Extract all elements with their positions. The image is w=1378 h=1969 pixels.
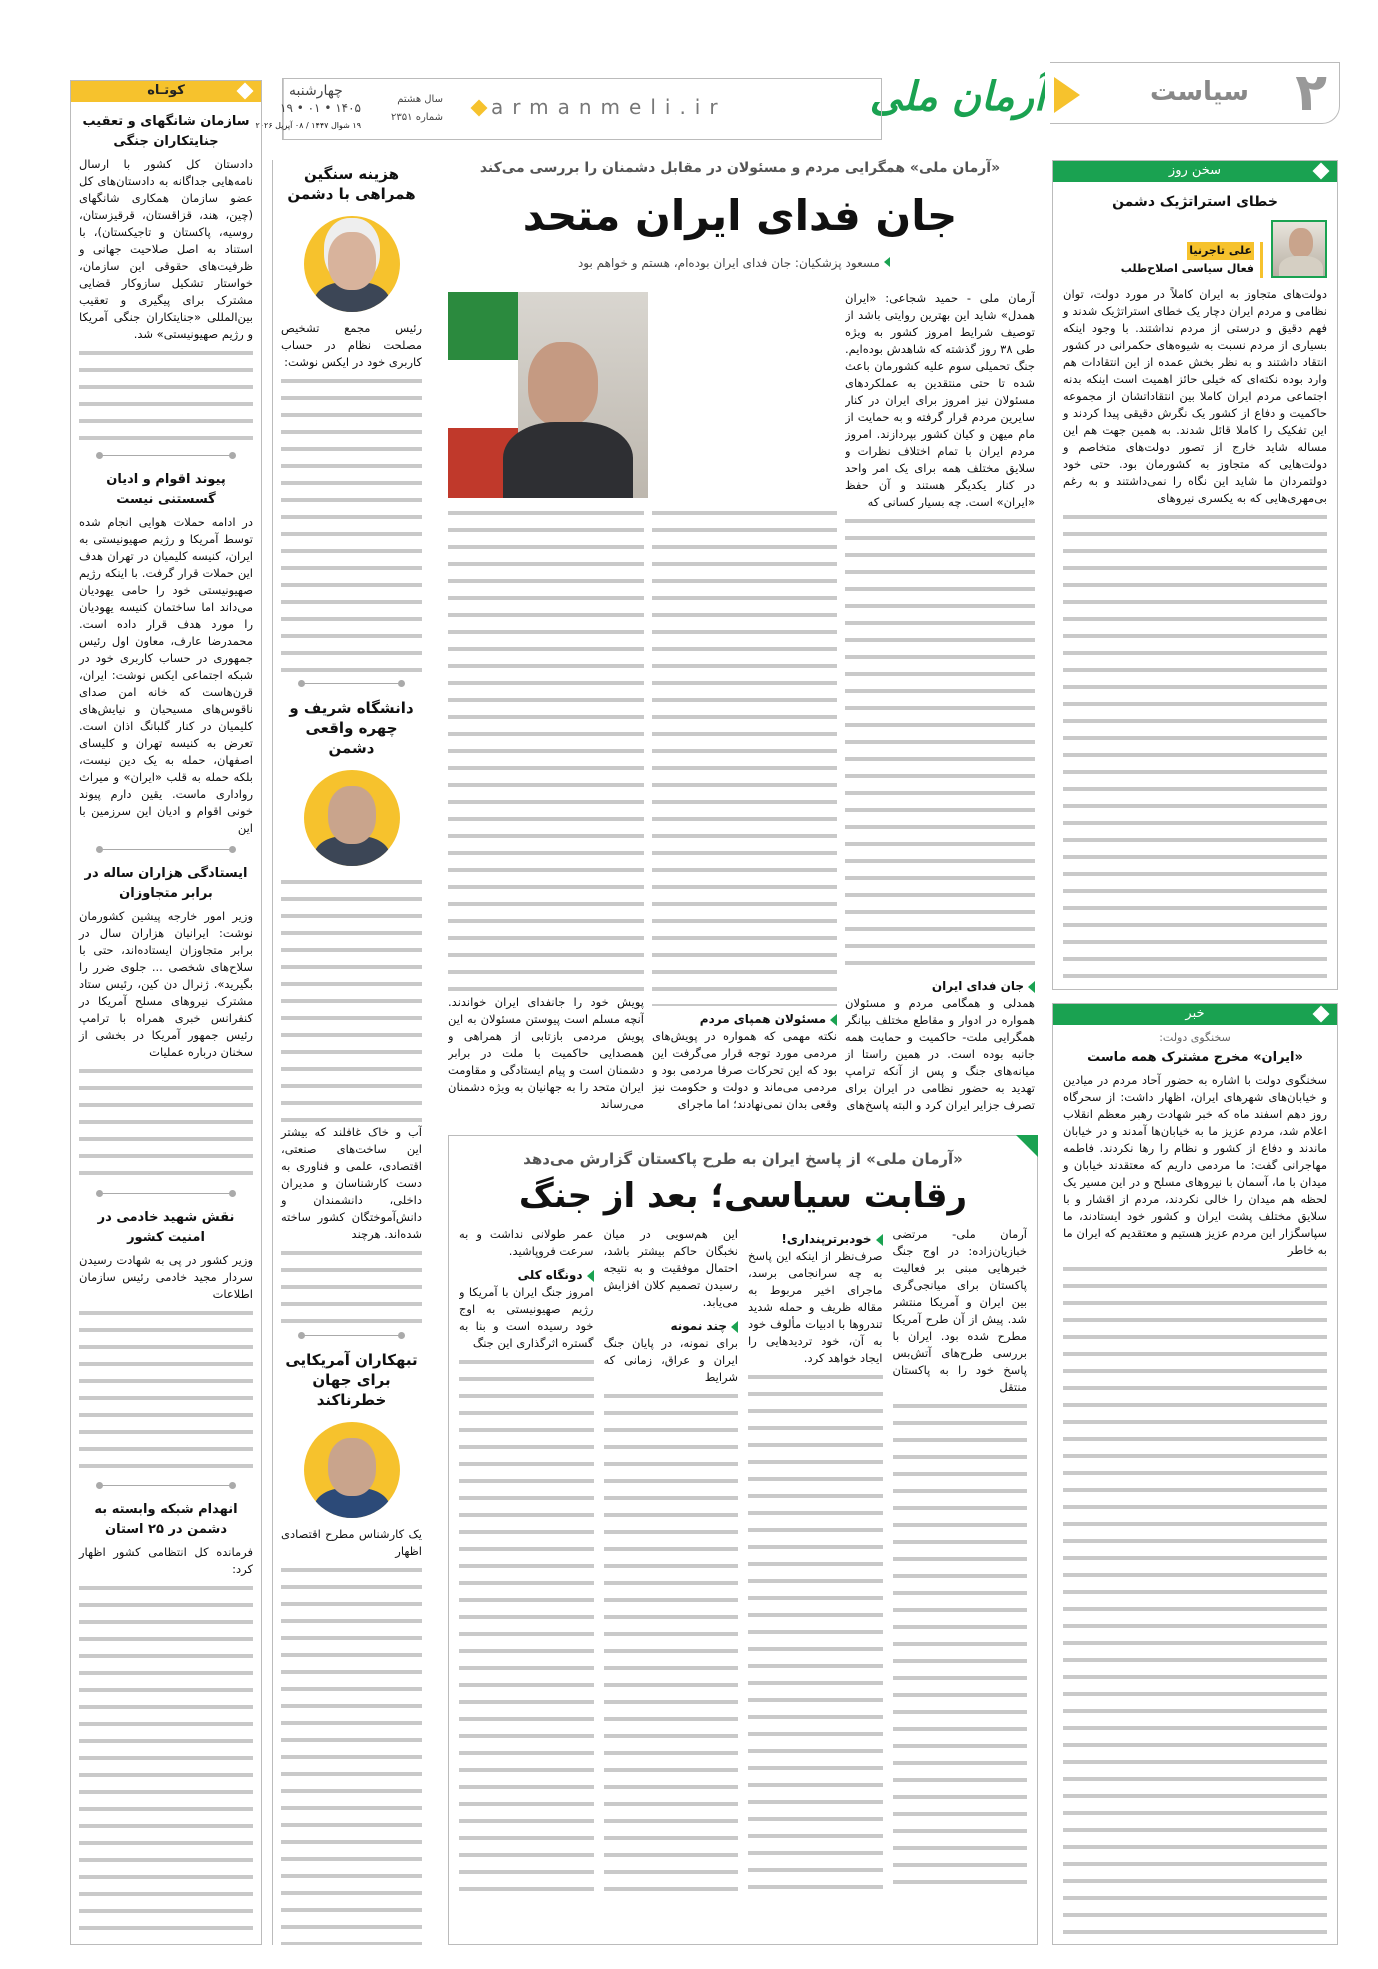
khabar-box	[1052, 1003, 1338, 1945]
date-block: چهارشنبه ۱۴۰۵ • ۰۱ • ۱۹ ۱۹ شوال ۱۴۴۷ / ۰۸ آپریل ۲۰۲۶	[255, 83, 361, 130]
section-header	[1050, 62, 1340, 124]
text-lines	[281, 373, 422, 673]
main-headline: جان فدای ایران متحد	[522, 191, 958, 240]
subhead: مسئولان همپای مردم	[652, 1012, 837, 1026]
text-lines	[845, 513, 1035, 973]
news-title: سازمان شانگهای و تعقیب جنایتکاران جنگی	[82, 114, 250, 149]
profile-photo	[304, 770, 400, 866]
text-lines	[459, 1354, 594, 1896]
diamond-icon	[471, 100, 488, 117]
news-body: در ادامه حملات هوایی انجام شده توسط آمریکا و رژیم صهیونیستی به ایران، کنیسه کلیمیان در تهران هدف این حملات قرار گرفت. با اینکه رژیم صهیونیستی خود را حامی یهودیان می‌داند اما ساختمان کنیسه یهودیان را مورد هدف قرار داده است. محمدرضا عارف، معاون اول رئیس جمهوری در حساب کاربری خود در شبکه اجتماعی ایکس نوشت: ایران، قرن‌هاست که خانه امن صدای ناقوس‌های مسیحیان و نیایش‌های کلیمیان در کنار گلبانگ اذان است. تعرض به کنیسه تهران و کلیسای اصفهان، حمله به یک دین نیست، بلکه حمله به قلب «ایران» و میراث رواداری ماست. یقین دارم پیوند خونی اقوام و ادیان این سرزمین با این	[79, 515, 253, 835]
news-body: وزیر کشور در پی به شهادت رسیدن سردار مجید خادمی رئیس سازمان اطلاعات	[79, 1253, 253, 1301]
text-lines	[281, 1245, 422, 1325]
sokhan-rooz-box	[1052, 160, 1338, 990]
text-lines	[652, 505, 837, 1006]
subhead: خودبرترپنداری!	[748, 1232, 883, 1246]
main-col-3	[448, 505, 644, 1115]
profile-body: رئیس مجمع تشخیص مصلحت نظام در حساب کاربری خود در ایکس نوشت:	[281, 321, 422, 369]
profile-photo	[304, 216, 400, 312]
author-role: فعال سیاسی اصلاح‌طلب	[1120, 262, 1254, 275]
khabar-title: «ایران» مخرج مشترک همه ماست	[1087, 1050, 1303, 1065]
paragraph: عمر طولانی نداشت و به سرعت فروپاشید.	[459, 1227, 594, 1258]
profile-body: یک کارشناس مطرح اقتصادی اظهار	[281, 1527, 422, 1558]
text-lines	[748, 1369, 883, 1896]
main-photo	[448, 292, 648, 498]
news-body: فرمانده کل انتظامی کشور اظهار کرد:	[79, 1545, 253, 1576]
news-body: دادستان کل کشور با ارسال نامه‌هایی جداگانه به دادستان‌های کل عضو سازمان همکاری شانگهای (چین، هند، قزاقستان، قرقیزستان، روسیه، پاکستان و تاجیکستان)، با استناد به اصل صلاحیت جهانی و ظرفیت‌های حقوقی این سازمان، خواستار تشکیل سازوکار قضایی مشترک برای پیگیری و تعقیب بین‌المللی «جنایتکاران جنگی آمریکا و رژیم صهیونیستی» شد.	[79, 157, 253, 341]
author-block	[1063, 220, 1327, 278]
text-lines	[281, 874, 422, 1124]
text-lines	[1063, 1261, 1327, 1936]
second-columns	[449, 1216, 1037, 1906]
subhead: چند نمونه	[604, 1319, 739, 1333]
profile-title: هزینه سنگین همراهی با دشمن	[287, 165, 416, 203]
profiles-column	[272, 160, 422, 1945]
second-kicker: «آرمان ملی» از پاسخ ایران به طرح پاکستان گزارش می‌دهد	[523, 1150, 963, 1168]
main-col-2	[652, 505, 837, 1115]
issue-info: سال هشتم شماره ۲۳۵۱	[391, 94, 443, 123]
text-lines	[79, 1580, 253, 1936]
text-lines	[79, 1305, 253, 1475]
paragraph: نکته مهمی که همواره در پویش‌های مردمی مورد توجه قرار می‌گرفت این بود که این تحرکات صرفا مردمی بود و مردمی می‌ماند و دولت و حکومت نیز وقعی بدان نمی‌نهادند؛ اما ماجرای	[652, 1029, 837, 1111]
text-lines	[893, 1398, 1028, 1896]
paragraph: صرف‌نظر از اینکه این پاسخ به چه سرانجامی برسد، ماجرای اخیر مربوط به مقاله ظریف و حمله شدید تندروها با ادبیات مألوف خود به آن، خود تردیدهایی را ایجاد خواهد کرد.	[748, 1249, 883, 1365]
text-lines	[448, 505, 644, 994]
page-number: ۲	[1295, 63, 1327, 123]
news-title: نقش شهید خادمی در امنیت کشور	[97, 1210, 235, 1245]
subhead: جان فدای ایران	[845, 979, 1035, 993]
news-title: ایستادگی هزاران ساله در برابر متجاوزان	[84, 866, 248, 901]
paragraph: امروز جنگ ایران با آمریکا و رژیم صهیونیستی به اوج خود رسیده است و بنا به گستره اثرگذاری این جنگ	[459, 1285, 594, 1350]
site-url[interactable]: armanmeli.ir	[473, 95, 727, 119]
logo: آرمان ملی	[870, 73, 1045, 120]
paragraph: پویش خود را جانفدای ایران خواندند. آنچه مسلم است پیوستن مسئولان به این پویش مردمی بازتابی از همراهی و همصدایی حاکمیت با ملت در برابر دشمنان است و پیام ایستادگی و مقاومت ایران متحد را به جهانیان به ویژه دشمنان می‌رساند	[448, 995, 644, 1111]
main-lead: آرمان ملی - حمید شجاعی: «ایران همدل» شاید این بهترین روایتی باشد از توصیف شرایط امروز کشور به ویژه طی ۳۸ روز گذشته که شاهدش بوده‌ایم. جنگ تحمیلی سوم علیه کشورمان باعث شده تا حتی منتقدین به عملکردهای مسئولان نیز امروز برای ایران در کنار سایرین مردم قرار گرفته و به حمایت از مام میهن و کیان کشور بپردازند. امروز مردم ایران با تمام اختلاف نظرات و سلایق مختلف همه برای یک امر واحد در کنار یکدیگر هستند و آن حفظ «ایران» است. چه بسیار کسانی که	[845, 291, 1035, 509]
section-title: سیاست	[1149, 77, 1249, 107]
author-photo	[1271, 220, 1327, 278]
author-name: علی تاجرنیا	[1187, 242, 1254, 260]
text-lines	[1063, 509, 1327, 981]
khabar-body: سخنگوی دولت با اشاره به حضور آحاد مردم در میادین و خیابان‌های شهرهای ایران، اظهار داشت: از سحرگاه روز دهم اسفند ماه که خبر شهادت رهبر معظم انقلاب اعلام شد، مردم عزیز ما به خیابان‌ها آمدند و در خیابان ماندند و دفاع از کشور و نظام را رها نکردند. فاطمه مهاجرانی گفت: ما مردمی داریم که معتقدند خیابان و میدان با ما، آسمان با نیروهای مسلح و در این مسیر یک لحظه هم میدان را خالی نکردند، مردم از اقشار و با سلایق مختلف پشت ایران و کشور خود ایستادند، ما سپاسگزار این مردم عزیز هستیم و معتقدیم که ایران ما به خاطر	[1063, 1073, 1327, 1257]
section-arrow-icon	[1054, 77, 1080, 113]
sokhan-label: سخن روز	[1053, 160, 1337, 182]
paragraph: این هم‌سویی در میان نخبگان حاکم بیشتر باشد، احتمال موفقیت و به نتیجه رسیدن تصمیم کلان افزایش می‌یابد.	[603, 1227, 738, 1309]
profile-body: آب و خاک غافلند که بیشتر این ساخت‌های صنعتی، اقتصادی، علمی و فناوری به دست کارشناسان و مدیران داخلی، دانشمندان و دانش‌آموختگان کشور ساخته شده‌اند. هرچند	[281, 1125, 422, 1241]
second-headline: رقابت سیاسی؛ بعد از جنگ	[518, 1176, 968, 1216]
sokhan-body: دولت‌های متجاوز به ایران کاملاً در مورد دولت، توان نظامی و مردم ایران دچار یک خطای استراتژیک شدند و فهم دقیق و درستی از مردم نداشتند. با وجود اینکه بسیاری از مردم نسبت به شیوه‌های حکمرانی در کشور انتقاد داشتند و به نظر بخش عمده از این انتقادات هم وارد بوده نکته‌ای که خیلی حائز اهمیت است اینکه بدنه اجتماعی مردم ایران کاملا بین انتقاداتشان از مجموعه حاکمیت و دفاع از کشور یک نگرش دقیقی پیدا کردند و این تفکیک را کاملا قائل شدند. به همین جهت هم این مساله شاید خارج از تصور دولت‌های متخاصم و دولت‌هایی که متجاوز به کشورمان بود. حتی خود دولتمردان ما شاید این نگاه را نمی‌داشتند و به رغم بی‌مهری‌هایی که به یکسری نیروهای	[1063, 287, 1327, 505]
news-title: پیوند اقوام و ادیان گسستنی نیست	[106, 472, 226, 507]
second-lead: آرمان ملی- مرتضی خبازیان‌زاده: در اوج جنگ خبرهایی مبنی بر فعالیت پاکستان برای میانجی‌گری بین ایران و آمریکا منتشر شد. پیش از آن طرح آمریکا مطرح شده بود. ایران با بررسی طرح‌های آتش‌بس پاسخ خود را به پاکستان منتقل	[892, 1227, 1027, 1394]
text-lines	[79, 1063, 253, 1183]
profile-title: دانشگاه شریف و چهره واقعی دشمن	[289, 699, 414, 757]
column	[893, 1226, 1028, 1896]
paragraph: برای نمونه، در پایان جنگ ایران و عراق، زمانی که شرایط	[603, 1336, 738, 1384]
text-lines	[604, 1388, 739, 1896]
column	[459, 1226, 594, 1896]
column	[604, 1226, 739, 1896]
column	[748, 1226, 883, 1896]
sokhan-title: خطای استراتژیک دشمن	[1112, 194, 1278, 210]
subhead: دونگاه کلی	[459, 1268, 594, 1282]
text-lines	[79, 345, 253, 445]
main-subtitle: مسعود پزشکیان: جان فدای ایران بوده‌ام، هستم و خواهم بود	[440, 256, 890, 270]
kootah-label: کوتـاه	[71, 80, 261, 102]
profile-title: تبهکاران آمریکایی برای جهان خطرناکند	[285, 1351, 418, 1409]
profile-photo	[304, 1422, 400, 1518]
text-lines	[281, 1562, 422, 1945]
second-article	[448, 1135, 1038, 1945]
news-body: وزیر امور خارجه پیشین کشورمان نوشت: ایرانیان هزاران سال در برابر متجاوزان ایستاده‌اند، حتی با سلاح‌های شخصی ... جلوی ضرر را بگیرید». ژنرال دن کین، رئیس ستاد مشترک نیروهای مسلح آمریکا در کنفرانس خبری همراه با ترامپ رئیس جمهور آمریکا در بخشی از سخنان درباره عملیات	[79, 909, 253, 1059]
khabar-label: خبر	[1053, 1003, 1337, 1025]
paragraph: همدلی و همگامی مردم و مسئولان همواره در ادوار و مقاطع مختلف بیانگر همگرایی ملت- حاکمیت و حمایت همه جانبه بوده است. در همین راستا از میانه‌های جنگ و پس از آنکه ترامپ تهدید به حضور نظامی در ایران برای تصرف جزایر ایران کرد و البته پاسخ‌های	[845, 996, 1035, 1112]
khabar-kicker: سخنگوی دولت:	[1159, 1031, 1231, 1044]
main-col-1	[845, 290, 1035, 1120]
kootah-column	[70, 80, 262, 1945]
news-title: انهدام شبکه وابسته به دشمن در ۲۵ استان	[94, 1502, 238, 1537]
main-kicker: «آرمان ملی» همگرایی مردم و مسئولان در مقابل دشمنان را بررسی می‌کند	[479, 160, 1001, 176]
masthead-info	[255, 78, 882, 140]
corner-icon	[1016, 1135, 1038, 1157]
